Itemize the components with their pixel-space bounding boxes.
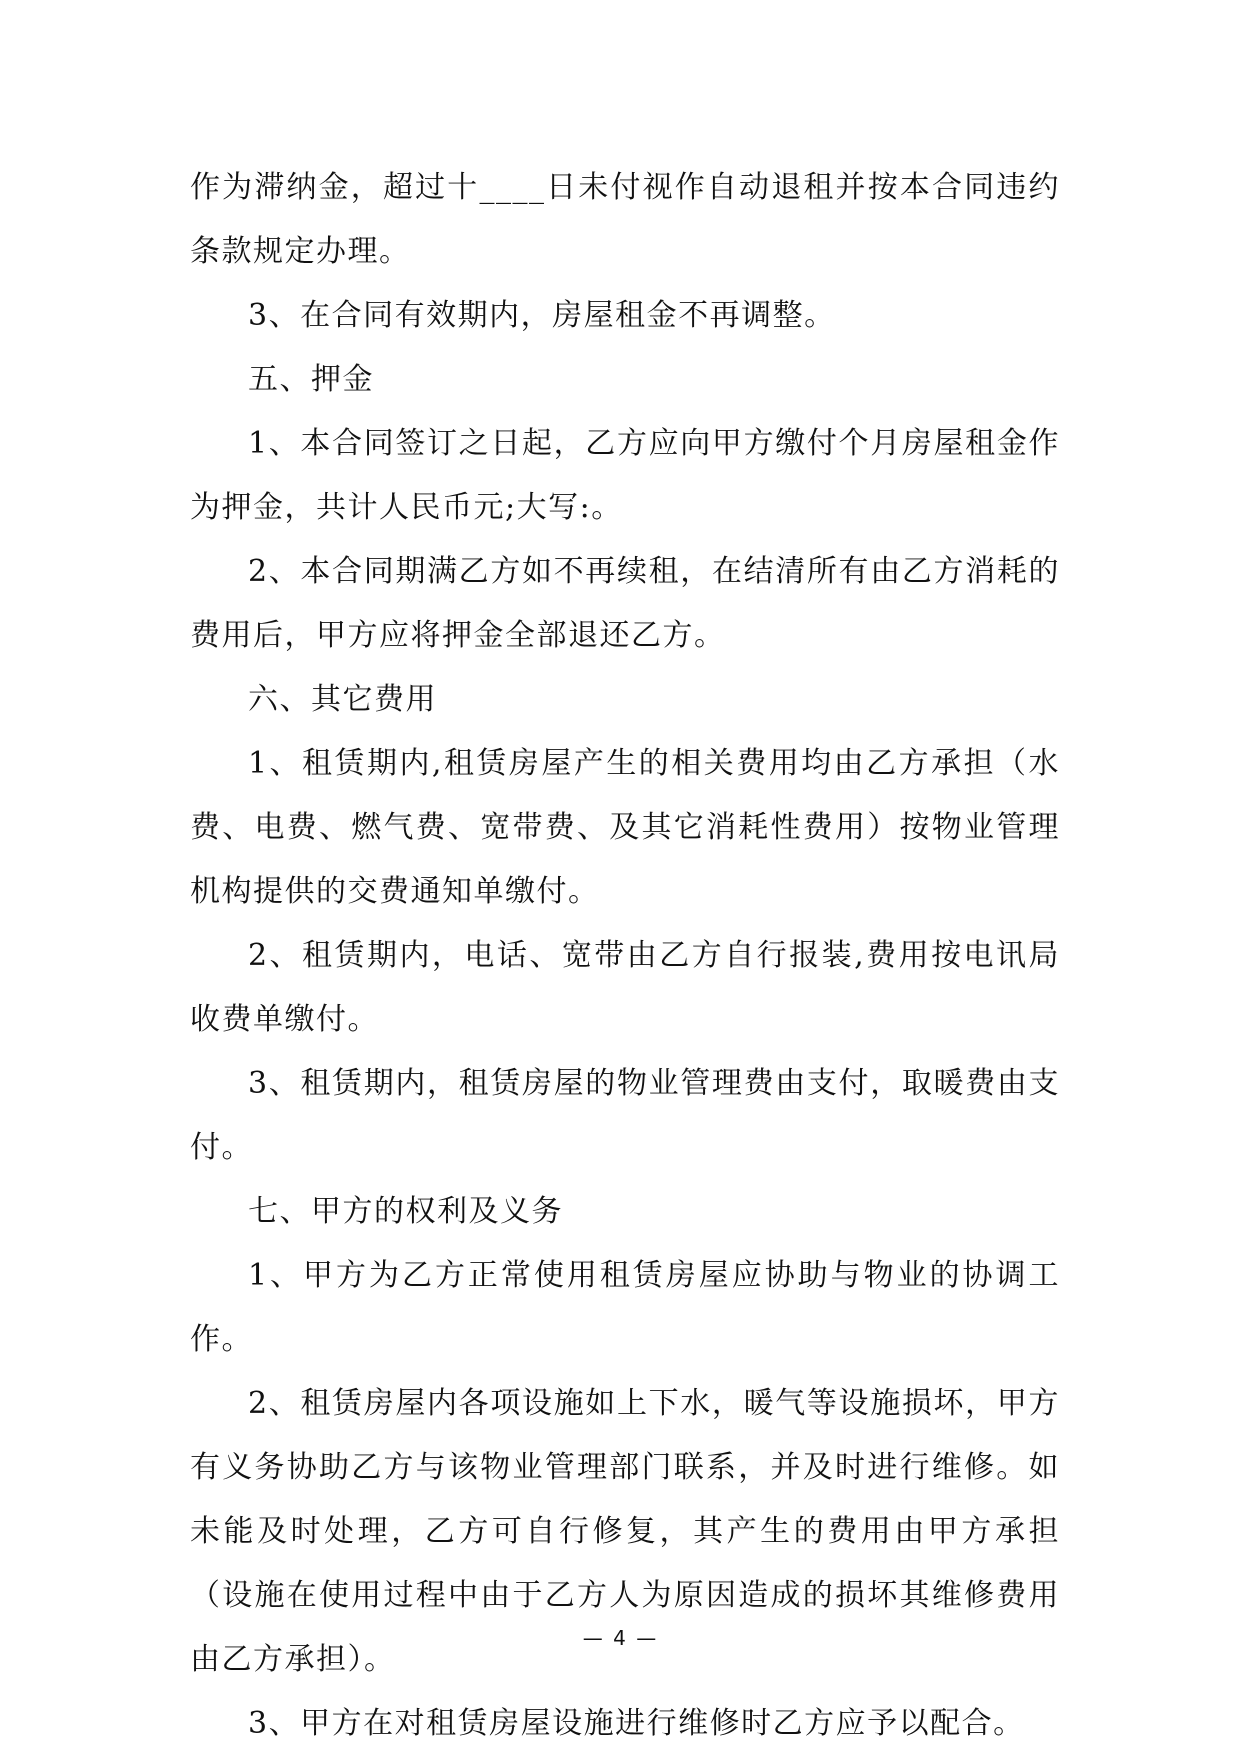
paragraph-deposit-clause-1: 1、本合同签订之日起，乙方应向甲方缴付个月房屋租金作为押金，共计人民币元;大写:。 xyxy=(190,426,1060,525)
document-body xyxy=(190,156,1060,1756)
page-number: — 4 — xyxy=(582,1626,659,1650)
paragraph-party-a-clause-2: 2、租赁房屋内各项设施如上下水，暖气等设施损坏，甲方有义务协助乙方与该物业管理部门联系，并及时进行维修。如未能及时处理，乙方可自行修复，其产生的费用由甲方承担（设施在使用过程中由于乙方人为原因造成的损坏其维修费用由乙方承担）。 xyxy=(190,1386,1060,1677)
paragraph-rent-clause-3: 3、在合同有效期内，房屋租金不再调整。 xyxy=(248,298,836,333)
paragraph-party-a-clause-1: 1、甲方为乙方正常使用租赁房屋应协助与物业的协调工作。 xyxy=(190,1258,1060,1357)
paragraph-deposit-clause-2: 2、本合同期满乙方如不再续租，在结清所有由乙方消耗的费用后，甲方应将押金全部退还乙方。 xyxy=(190,554,1060,653)
paragraph-fees-clause-1: 1、租赁期内,租赁房屋产生的相关费用均由乙方承担（水费、电费、燃气费、宽带费、及其它消耗性费用）按物业管理机构提供的交费通知单缴付。 xyxy=(190,746,1060,909)
paragraph-continued: 作为滞纳金，超过十____日未付视作自动退租并按本合同违约条款规定办理。 xyxy=(190,170,1060,269)
section-heading-other-fees: 六、其它费用 xyxy=(248,682,437,717)
paragraph-fees-clause-2: 2、租赁期内，电话、宽带由乙方自行报装,费用按电讯局收费单缴付。 xyxy=(190,938,1060,1037)
section-heading-deposit: 五、押金 xyxy=(248,362,374,397)
paragraph-party-a-clause-3: 3、甲方在对租赁房屋设施进行维修时乙方应予以配合。 xyxy=(248,1706,1025,1741)
section-heading-party-a-rights: 七、甲方的权利及义务 xyxy=(248,1194,563,1229)
paragraph-fees-clause-3: 3、租赁期内，租赁房屋的物业管理费由支付，取暖费由支付。 xyxy=(190,1066,1060,1165)
